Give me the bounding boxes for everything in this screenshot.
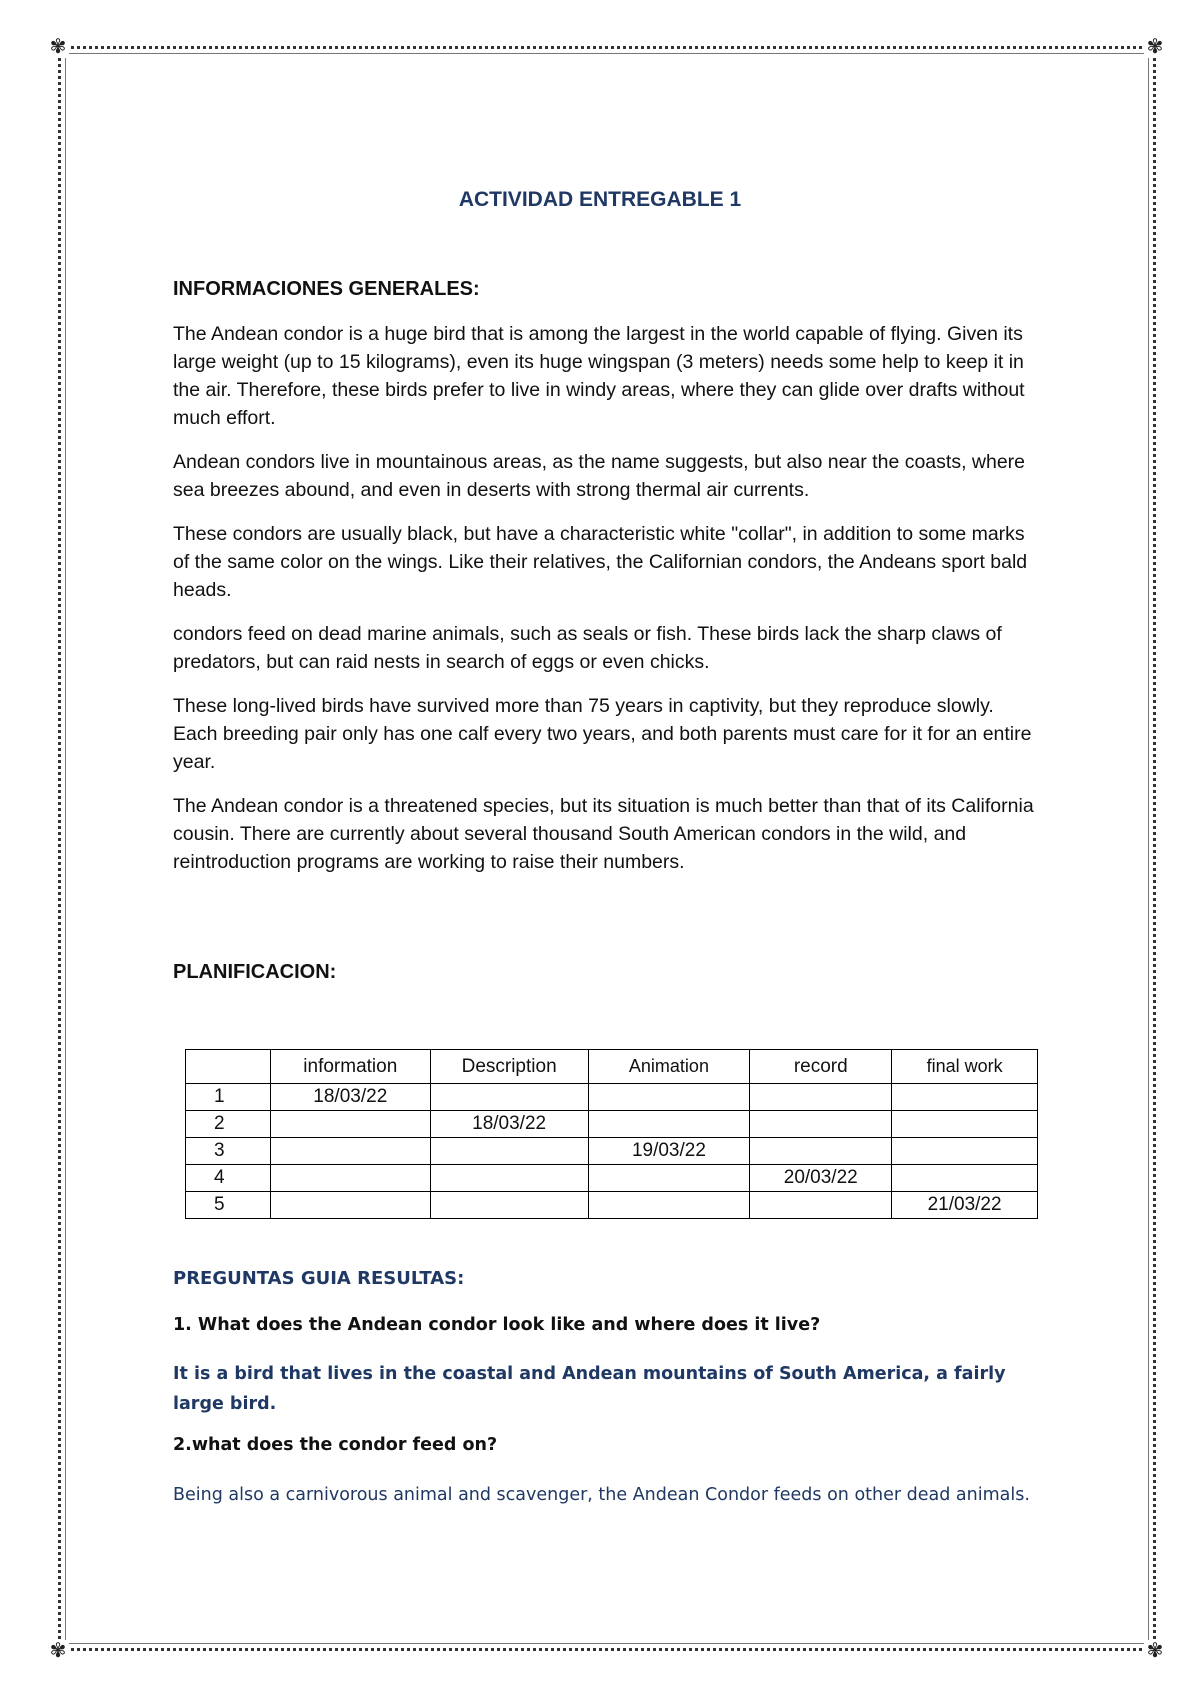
planning-table [185,1049,1038,1219]
corner-ornament-icon: ✾ [47,1640,69,1662]
table-cell [750,1111,892,1138]
table-header [186,1050,271,1084]
table-cell [430,1165,588,1192]
table-row [186,1138,1038,1165]
table-cell [588,1165,750,1192]
table-cell: 1 [186,1084,271,1111]
table-cell [270,1111,430,1138]
table-cell: 2 [186,1111,271,1138]
paragraph: condors feed on dead marine animals, such as seals or fish. These birds lack the sharp claws of predators, but can raid nests in search of eggs or even chicks. [173,623,1002,673]
table-cell [430,1084,588,1111]
document-title: ACTIVIDAD ENTREGABLE 1 [458,188,742,211]
table-cell [270,1192,430,1219]
table-header: information [270,1050,430,1084]
table-cell [270,1138,430,1165]
corner-ornament-icon: ✾ [1144,1640,1166,1662]
table-cell: 18/03/22 [430,1111,588,1138]
table-cell [588,1111,750,1138]
question-1: 1. What does the Andean condor look like and where does it live? [173,1315,821,1335]
table-header: record [750,1050,892,1084]
table-row [186,1165,1038,1192]
table-cell: 18/03/22 [270,1084,430,1111]
table-cell [892,1084,1038,1111]
table-cell [430,1138,588,1165]
table-cell: 21/03/22 [892,1192,1038,1219]
table-header: final work [892,1050,1038,1084]
answer-1: It is a bird that lives in the coastal and Andean mountains of South America, a fairly large bird. [173,1364,1006,1414]
guide-questions-heading: PREGUNTAS GUIA RESULTAS: [173,1268,465,1289]
table-cell [270,1165,430,1192]
table-cell [750,1138,892,1165]
table-cell [892,1138,1038,1165]
paragraph: The Andean condor is a threatened species, but its situation is much better than that of its California cousin. There are currently about several thousand South American condors in the wild, and reintroduction programs are working to raise their numbers. [173,795,1034,873]
table-cell: 19/03/22 [588,1138,750,1165]
table-header: Animation [588,1050,750,1084]
table-cell: 4 [186,1165,271,1192]
table-row [186,1111,1038,1138]
question-2: 2.what does the condor feed on? [173,1435,498,1455]
general-info-text [173,320,1043,892]
answer-2: Being also a carnivorous animal and scavenger, the Andean Condor feeds on other dead animals. [173,1485,1030,1505]
table-cell [892,1165,1038,1192]
table-header-row [186,1050,1038,1084]
table-cell [750,1192,892,1219]
table-cell: 5 [186,1192,271,1219]
table-cell: 20/03/22 [750,1165,892,1192]
paragraph: These condors are usually black, but have a characteristic white "collar", in addition to some marks of the same color on the wings. Like their relatives, the Californian condors, the Andeans sport bald heads. [173,523,1028,601]
paragraph: These long-lived birds have survived more than 75 years in captivity, but they reproduce slowly. Each breeding pair only has one calf every two years, and both parents must care for it for an entire year. [173,695,1032,773]
table-cell [750,1084,892,1111]
table-cell [588,1192,750,1219]
paragraph: Andean condors live in mountainous areas, as the name suggests, but also near the coasts, where sea breezes abound, and even in deserts with strong thermal air currents. [173,451,1026,501]
paragraph: The Andean condor is a huge bird that is among the largest in the world capable of flying. Given its large weight (up to 15 kilograms), even its huge wingspan (3 meters) needs some help to keep it in the air. Therefore, these birds prefer to live in windy areas, where they can glide over drafts without much effort. [173,323,1025,429]
table-cell: 3 [186,1138,271,1165]
planning-heading: PLANIFICACION: [173,961,337,983]
table-cell [892,1111,1038,1138]
corner-ornament-icon: ✾ [47,36,69,58]
table-cell [430,1192,588,1219]
table-cell [588,1084,750,1111]
table-row [186,1192,1038,1219]
table-header: Description [430,1050,588,1084]
table-row [186,1084,1038,1111]
corner-ornament-icon: ✾ [1144,36,1166,58]
general-info-heading: INFORMACIONES GENERALES: [173,278,480,300]
